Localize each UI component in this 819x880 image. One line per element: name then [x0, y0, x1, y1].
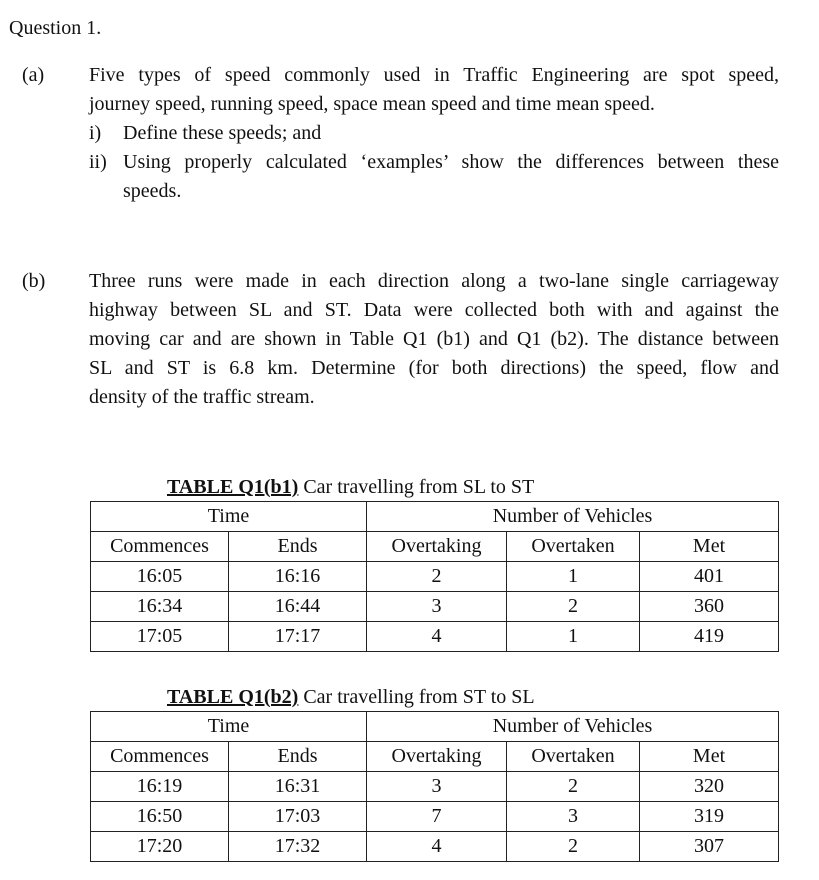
table-cell: 16:50	[91, 802, 229, 832]
table-b2-caption-text: Car travelling from ST to SL	[298, 686, 535, 708]
column-header: Met	[640, 532, 779, 562]
table-group-header-row	[91, 502, 779, 532]
part-b-line: moving car and are shown in Table Q1 (b1) and Q1 (b2). The distance between	[89, 328, 779, 350]
part-a-item-text	[123, 119, 779, 148]
table-cell: 360	[640, 592, 779, 622]
table-cell: 1	[507, 562, 640, 592]
table-b1	[90, 501, 779, 652]
part-a-item-line: speeds.	[123, 180, 182, 202]
table-b1-caption-text: Car travelling from SL to ST	[298, 476, 535, 498]
column-header: Overtaken	[507, 742, 640, 772]
table-cell: 2	[367, 562, 507, 592]
table-cell: 1	[507, 622, 640, 652]
table-b2-label: TABLE Q1(b2)	[167, 686, 299, 708]
table-column-header-row	[91, 742, 779, 772]
column-header: Ends	[229, 742, 367, 772]
table-column-header-row	[91, 532, 779, 562]
part-b-line: highway between SL and ST. Data were collected both with and against the	[89, 299, 779, 321]
part-a-item-line: Define these speeds; and	[123, 122, 322, 144]
table-row	[91, 802, 779, 832]
table-cell: 401	[640, 562, 779, 592]
part-a-intro-line: journey speed, running speed, space mean speed and time mean speed.	[89, 93, 655, 115]
column-header: Overtaking	[367, 742, 507, 772]
table-row	[91, 772, 779, 802]
table-cell: 17:20	[91, 832, 229, 862]
column-header: Commences	[91, 532, 229, 562]
part-a-item-number: ii)	[89, 151, 107, 173]
group-header-vehicles: Number of Vehicles	[367, 502, 779, 532]
table-cell: 17:17	[229, 622, 367, 652]
table-row	[91, 592, 779, 622]
table-b2-caption	[167, 683, 535, 711]
table-cell: 3	[367, 772, 507, 802]
part-b-line: Three runs were made in each direction along a two-lane single carriageway	[89, 270, 779, 292]
group-header-time: Time	[91, 712, 367, 742]
table-cell: 17:03	[229, 802, 367, 832]
group-header-vehicles: Number of Vehicles	[367, 712, 779, 742]
table-cell: 2	[507, 772, 640, 802]
part-b-line: density of the traffic stream.	[89, 386, 315, 408]
table-cell: 16:44	[229, 592, 367, 622]
part-a-intro-line: Five types of speed commonly used in Traffic Engineering are spot speed,	[89, 64, 779, 86]
column-header: Commences	[91, 742, 229, 772]
part-a-marker: (a)	[22, 64, 45, 86]
table-cell: 17:05	[91, 622, 229, 652]
table-cell: 16:34	[91, 592, 229, 622]
table-row	[91, 832, 779, 862]
table-cell: 419	[640, 622, 779, 652]
table-cell: 320	[640, 772, 779, 802]
table-cell: 16:19	[91, 772, 229, 802]
table-b1-label: TABLE Q1(b1)	[167, 476, 299, 498]
table-cell: 307	[640, 832, 779, 862]
table-cell: 2	[507, 592, 640, 622]
table-group-header-row	[91, 712, 779, 742]
part-b-text	[89, 267, 779, 412]
table-cell: 16:31	[229, 772, 367, 802]
table-cell: 2	[507, 832, 640, 862]
part-a-intro	[89, 61, 779, 119]
table-cell: 16:05	[91, 562, 229, 592]
part-a-item-text	[123, 148, 779, 206]
column-header: Ends	[229, 532, 367, 562]
part-a-item-line: Using properly calculated ‘examples’ show the differences between these	[123, 151, 779, 173]
group-header-time: Time	[91, 502, 367, 532]
table-cell: 7	[367, 802, 507, 832]
table-cell: 3	[507, 802, 640, 832]
table-cell: 17:32	[229, 832, 367, 862]
part-b-line: SL and ST is 6.8 km. Determine (for both directions) the speed, flow and	[89, 357, 779, 379]
table-cell: 3	[367, 592, 507, 622]
column-header: Met	[640, 742, 779, 772]
column-header: Overtaking	[367, 532, 507, 562]
part-b-marker: (b)	[22, 270, 46, 292]
table-cell: 4	[367, 832, 507, 862]
table-row	[91, 562, 779, 592]
question-title: Question 1.	[9, 17, 102, 39]
table-row	[91, 622, 779, 652]
table-cell: 16:16	[229, 562, 367, 592]
part-a-item-number: i)	[89, 122, 102, 144]
table-b1-caption	[167, 473, 534, 501]
table-cell: 4	[367, 622, 507, 652]
table-b2	[90, 711, 779, 862]
table-cell: 319	[640, 802, 779, 832]
column-header: Overtaken	[507, 532, 640, 562]
